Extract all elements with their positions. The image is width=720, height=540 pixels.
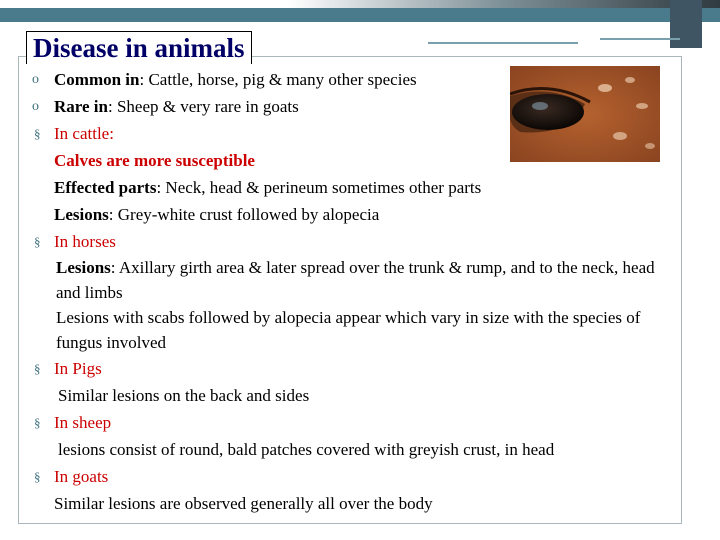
cattle-parts-text: : Neck, head & perineum sometimes other parts [156, 178, 482, 197]
corner-decoration [670, 0, 702, 48]
horses-lesions-text: : Axillary girth area & later spread over the trunk & rump, and to the neck, head and limbs [56, 258, 655, 302]
square-bullet-icon: § [34, 234, 41, 249]
horses-lesions-label: Lesions [56, 258, 111, 277]
list-item-common [32, 66, 672, 93]
circle-bullet-icon: o [32, 99, 39, 114]
cattle-line-1 [32, 147, 672, 174]
cattle-line-2 [32, 174, 672, 201]
square-bullet-icon: § [34, 415, 41, 430]
square-bullet-icon: § [34, 361, 41, 376]
sheep-line-1 [32, 436, 672, 463]
circle-bullet-icon: o [32, 72, 39, 87]
pigs-heading: In Pigs [54, 359, 102, 378]
cattle-line-3 [32, 201, 672, 228]
cattle-parts-label: Effected parts [54, 178, 157, 197]
cattle-lesions-label: Lesions [54, 205, 109, 224]
decor-line [428, 42, 578, 44]
square-bullet-icon: § [34, 469, 41, 484]
sheep-heading: In sheep [54, 413, 112, 432]
pigs-lesions-text: Similar lesions on the back and sides [58, 386, 310, 405]
horses-line-1 [32, 255, 672, 305]
list-item-cattle [32, 120, 672, 147]
goats-heading: In goats [54, 467, 109, 486]
rare-text: : Sheep & very rare in goats [108, 97, 299, 116]
sheep-lesions-text: lesions consist of round, bald patches covered with greyish crust, in head [58, 440, 555, 459]
top-teal-strip [0, 8, 720, 22]
top-decoration-bar [0, 0, 720, 22]
list-item-rare [32, 93, 672, 120]
cattle-lesions-text: : Grey-white crust followed by alopecia [108, 205, 380, 224]
list-item-goats [32, 463, 672, 490]
list-item-horses [32, 228, 672, 255]
horses-heading: In horses [54, 232, 116, 251]
common-label: Common in [54, 70, 140, 89]
square-bullet-icon: § [34, 126, 41, 141]
horses-line-2 [32, 305, 672, 355]
pigs-line-1 [32, 382, 672, 409]
slide-title: Disease in animals [26, 31, 252, 64]
goats-line-1 [32, 490, 672, 517]
rare-label: Rare in [54, 97, 108, 116]
decor-line [600, 38, 680, 40]
bullet-list [32, 66, 672, 517]
goats-lesions-text: Similar lesions are observed generally all over the body [54, 494, 433, 513]
top-gradient-strip [0, 0, 720, 8]
cattle-heading: In cattle: [54, 124, 114, 143]
list-item-pigs [32, 355, 672, 382]
horses-scabs-text: Lesions with scabs followed by alopecia appear which vary in size with the species of fungus involved [56, 308, 641, 352]
cattle-calves-text: Calves are more susceptible [54, 151, 255, 170]
list-item-sheep [32, 409, 672, 436]
common-text: : Cattle, horse, pig & many other species [139, 70, 417, 89]
